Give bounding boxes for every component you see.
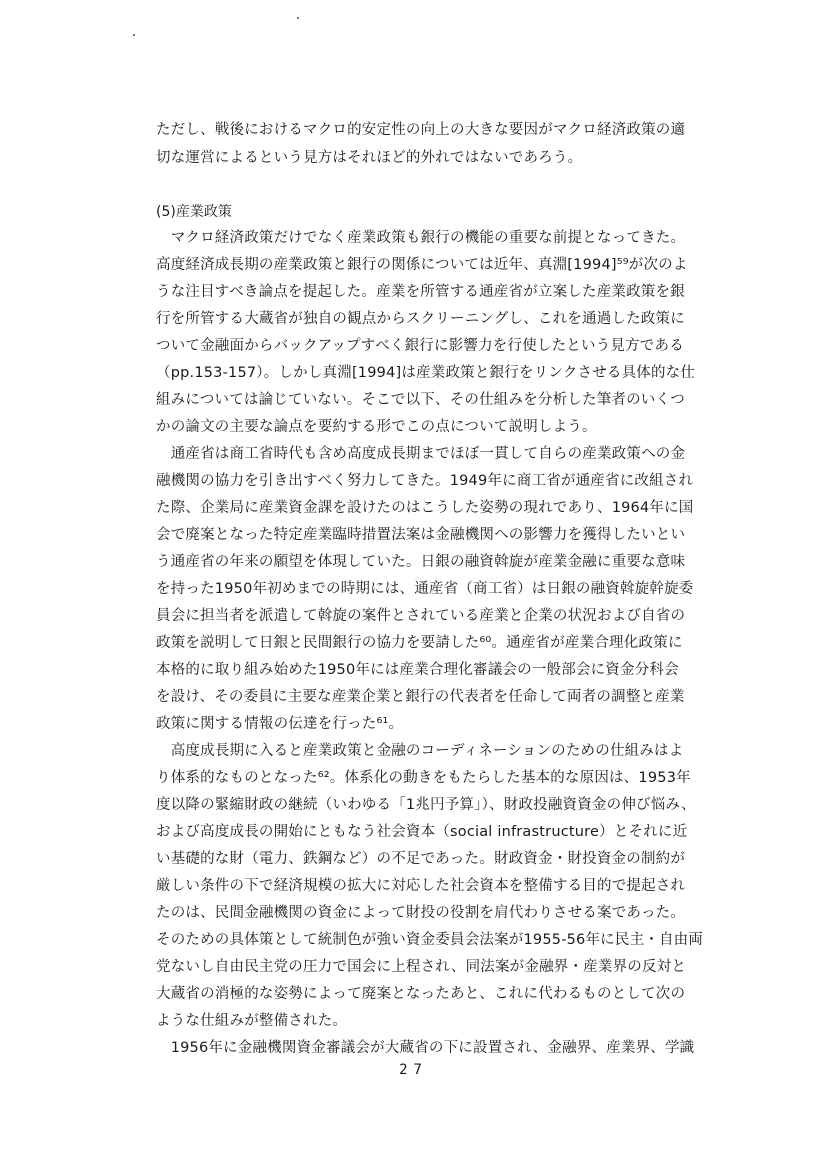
text-line: 1956年に金融機関資金審議会が大蔵省の下に設置され、金融界、産業界、学識 [156,1040,695,1056]
text-line: 政策を説明して日銀と民間銀行の協力を要請した⁶⁰。通産省が産業合理化政策に [156,635,683,651]
text-line: 厳しい条件の下で経済規模の拡大に対応した社会資本を整備する目的で提起され [156,878,686,894]
text-line: 行を所管する大蔵省が独自の観点からスクリーニングし、これを通過した政策に [156,311,685,327]
text-line: う通産省の年来の願望を体現していた。日銀の融資斡旋が産業金融に重要な意味 [156,554,686,570]
text-line: 組みについては論じていない。そこで以下、その仕組みを分析した筆者のいくつ [156,392,685,408]
text-line: を設け、その委員に主要な産業企業と銀行の代表者を任命して両者の調整と産業 [156,689,685,705]
text-line: 党ないし自由民主党の圧力で国会に上程され、同法案が金融界・産業界の反対と [156,959,687,975]
text-line: 会で廃案となった特定産業臨時措置法案は金融機関への影響力を獲得したいとい [156,527,686,543]
text-line: 員会に担当者を派遣して斡旋の案件とされている産業と企業の状況および自省の [156,608,686,624]
text-line: 本格的に取り組み始めた1950年には産業合理化審議会の一般部会に資金分科会 [156,662,679,678]
text-line: 通産省は商工省時代も含め高度成長期までほぼ一貫して自らの産業政策への金 [156,446,686,462]
text-line: ついて金融面からバックアップすべく銀行に影響力を行使したという見方である [156,338,684,354]
text-line: 高度成長期に入ると産業政策と金融のコーディネーションのための仕組みはよ [156,743,684,759]
page-number: 27 [399,1062,428,1078]
section-heading: (5)産業政策 [156,204,232,220]
text-line: うな注目すべき論点を提起した。産業を所管する通産省が立案した産業政策を銀 [156,284,685,300]
text-line: 政策に関する情報の伝達を行った⁶¹。 [156,716,404,732]
text-line: （pp.153-157）。しかし真淵[1994]は産業政策と銀行をリンクさせる具体的な仕 [156,365,696,381]
text-line: かの論文の主要な論点を要約する形でこの点について説明しよう。 [156,419,597,435]
text-line: 度以降の緊縮財政の継続（いわゆる「1兆円予算」）、財政投融資資金の伸び悩み、 [156,797,696,813]
text-line: そのための具体策として統制色が強い資金委員会法案が1955-56年に民主・自由両 [156,932,704,948]
text-line: 高度経済成長期の産業政策と銀行の関係については近年、真淵[1994]⁵⁹が次のよ [156,257,688,273]
text-line: および高度成長の開始にともなう社会資本（social infrastructure）とそれに近 [156,824,688,840]
text-line: 切な運営によるという見方はそれほど的外れではないであろう。 [156,150,583,166]
scan-speck [133,34,135,36]
text-line: を持った1950年初めまでの時期には、通産省（商工省）は日銀の融資斡旋幹旋委 [156,581,694,597]
body-text [156,120,716,1056]
text-line: たのは、民間金融機関の資金によって財投の役割を肩代わりさせる案であった。 [156,905,686,921]
text-line: 大蔵省の消極的な姿勢によって廃案となったあと、これに代わるものとして次の [156,986,686,1002]
text-line: ただし、戦後におけるマクロ的安定性の向上の大きな要因がマクロ経済政策の適 [156,122,686,138]
text-line: マクロ経済政策だけでなく産業政策も銀行の機能の重要な前提となってきた。 [156,230,686,246]
scan-speck [297,17,299,19]
text-line: ような仕組みが整備された。 [156,1013,348,1029]
text-line: 融機関の協力を引き出すべく努力してきた。1949年に商工省が通産省に改組され [156,473,694,489]
text-line: り体系的なものとなった⁶²。体系化の動きをもたらした基本的な原因は、1953年 [156,770,691,786]
text-line: い基礎的な財（電力、鉄鋼など）の不足であった。財政資金・財投資金の制約が [156,851,686,867]
text-line: た際、企業局に産業資金課を設けたのはこうした姿勢の現れであり、1964年に国 [156,500,694,516]
